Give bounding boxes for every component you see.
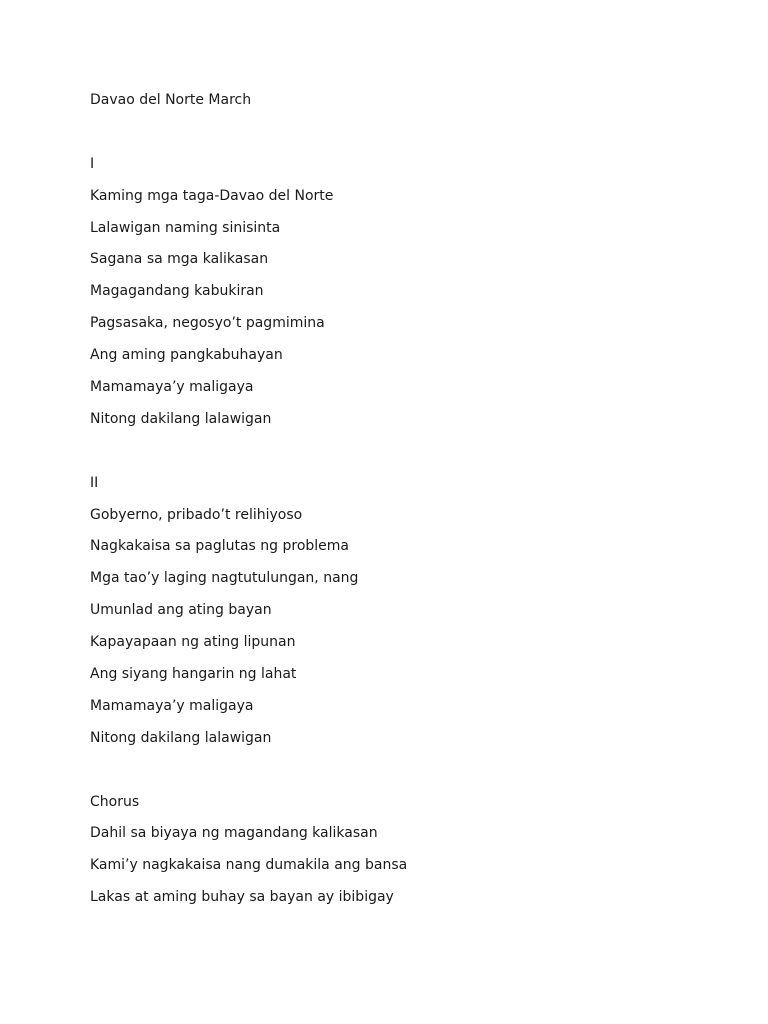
verse-1-line: Kaming mga taga-Davao del Norte bbox=[90, 187, 334, 204]
verse-2-line: Mga tao’y laging nagtutulungan, nang bbox=[90, 570, 359, 587]
chorus-line: Kami’y nagkakaisa nang dumakila ang bansa bbox=[90, 857, 408, 874]
spacer bbox=[90, 122, 768, 154]
verse-1-line: Magagandang kabukiran bbox=[90, 283, 264, 300]
verse-2-line: Ang siyang hangarin ng lahat bbox=[90, 666, 297, 683]
verse-1-line: Pagsasaka, negosyo’t pagmimina bbox=[90, 315, 325, 332]
spacer bbox=[90, 760, 768, 792]
verse-1-marker: I bbox=[90, 155, 95, 172]
chorus-marker: Chorus bbox=[90, 793, 140, 810]
spacer bbox=[90, 441, 768, 473]
verse-1-line: Nitong dakilang lalawigan bbox=[90, 410, 272, 427]
verse-2-line: Nagkakaisa sa paglutas ng problema bbox=[90, 538, 349, 555]
verse-1-line: Lalawigan naming sinisinta bbox=[90, 219, 281, 236]
verse-2-line: Gobyerno, pribado’t relihiyoso bbox=[90, 506, 303, 523]
verse-1-line: Ang aming pangkabuhayan bbox=[90, 347, 283, 364]
verse-2-line: Mamamaya’y maligaya bbox=[90, 697, 254, 714]
verse-2-line: Nitong dakilang lalawigan bbox=[90, 729, 272, 746]
verse-2-line: Kapayapaan ng ating lipunan bbox=[90, 634, 296, 651]
chorus-line: Lakas at aming buhay sa bayan ay ibibigay bbox=[90, 889, 394, 906]
verse-1-line: Sagana sa mga kalikasan bbox=[90, 251, 269, 268]
verse-2-line: Umunlad ang ating bayan bbox=[90, 602, 272, 619]
verse-1-line: Mamamaya’y maligaya bbox=[90, 379, 254, 396]
document-title: Davao del Norte March bbox=[90, 92, 252, 108]
chorus-line: Dahil sa biyaya ng magandang kalikasan bbox=[90, 825, 378, 842]
verse-2-marker: II bbox=[90, 474, 99, 491]
